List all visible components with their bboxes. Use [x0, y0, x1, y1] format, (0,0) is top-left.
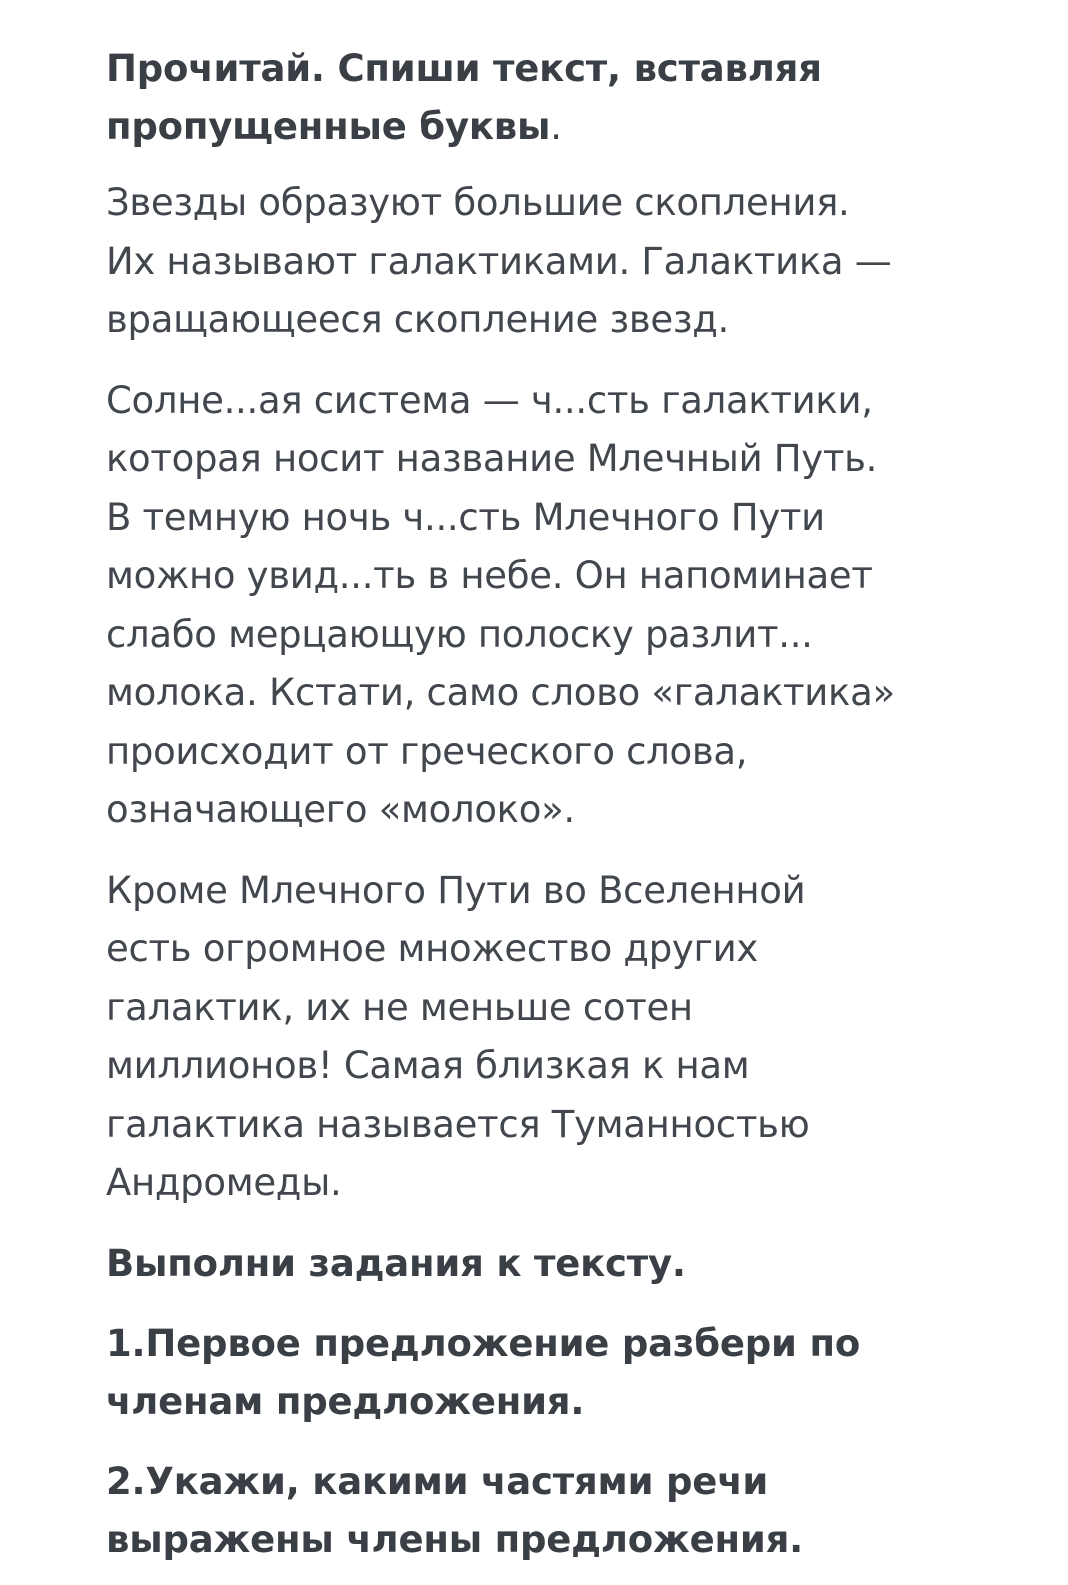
paragraph-line: галактика называется Туманностью — [106, 1102, 810, 1146]
paragraph-line: есть огромное множество других — [106, 927, 758, 970]
task-1-line-2: членам предложения. — [106, 1379, 585, 1423]
document-body — [106, 40, 1006, 1569]
paragraph-line: миллионов! Самая близкая к нам — [106, 1044, 750, 1087]
paragraph-line: слабо мерцающую полоску разлит... — [106, 612, 813, 656]
task-1 — [106, 1315, 1006, 1431]
instruction-line-2-text: пропущенные буквы — [106, 105, 551, 148]
paragraph-line: вращающееся скопление звезд. — [106, 298, 729, 341]
paragraph-line: Звезды образуют большие скопления. — [106, 181, 850, 224]
paragraph-stars — [106, 174, 1006, 350]
paragraph-galaxies — [106, 862, 1006, 1213]
task-2-line-1: 2.Укажи, какими частями речи — [106, 1459, 769, 1503]
paragraph-line: Кроме Млечного Пути во Вселенной — [106, 868, 806, 912]
instruction-line-1: Прочитай. Спиши текст, вставляя — [106, 47, 822, 90]
paragraph-line: происходит от греческого слова, — [106, 729, 748, 773]
instruction-heading — [106, 40, 1006, 156]
paragraph-line: Их называют галактиками. Галактика — — [106, 239, 892, 283]
tasks-heading — [106, 1235, 1006, 1293]
instruction-line-2 — [106, 98, 1006, 156]
paragraph-line: означающего «молоко». — [106, 788, 575, 831]
task-2-line-2: выражены члены предложения. — [106, 1517, 804, 1561]
task-2 — [106, 1453, 1006, 1569]
paragraph-line: Андромеды. — [106, 1161, 342, 1204]
paragraph-line: В темную ночь ч...сть Млечного Пути — [106, 495, 825, 539]
paragraph-line: галактик, их не меньше сотен — [106, 985, 693, 1029]
paragraph-milky-way — [106, 372, 1006, 840]
instruction-trailing-dot: . — [550, 105, 562, 148]
tasks-heading-text: Выполни задания к тексту. — [106, 1241, 686, 1285]
paragraph-line: Солне...ая система — ч...сть галактики, — [106, 378, 873, 422]
task-1-line-1: 1.Первое предложение разбери по — [106, 1321, 861, 1365]
paragraph-line: которая носит название Млечный Путь. — [106, 437, 878, 480]
paragraph-line: можно увид...ть в небе. Он напоминает — [106, 554, 873, 597]
paragraph-line: молока. Кстати, само слово «галактика» — [106, 671, 895, 714]
